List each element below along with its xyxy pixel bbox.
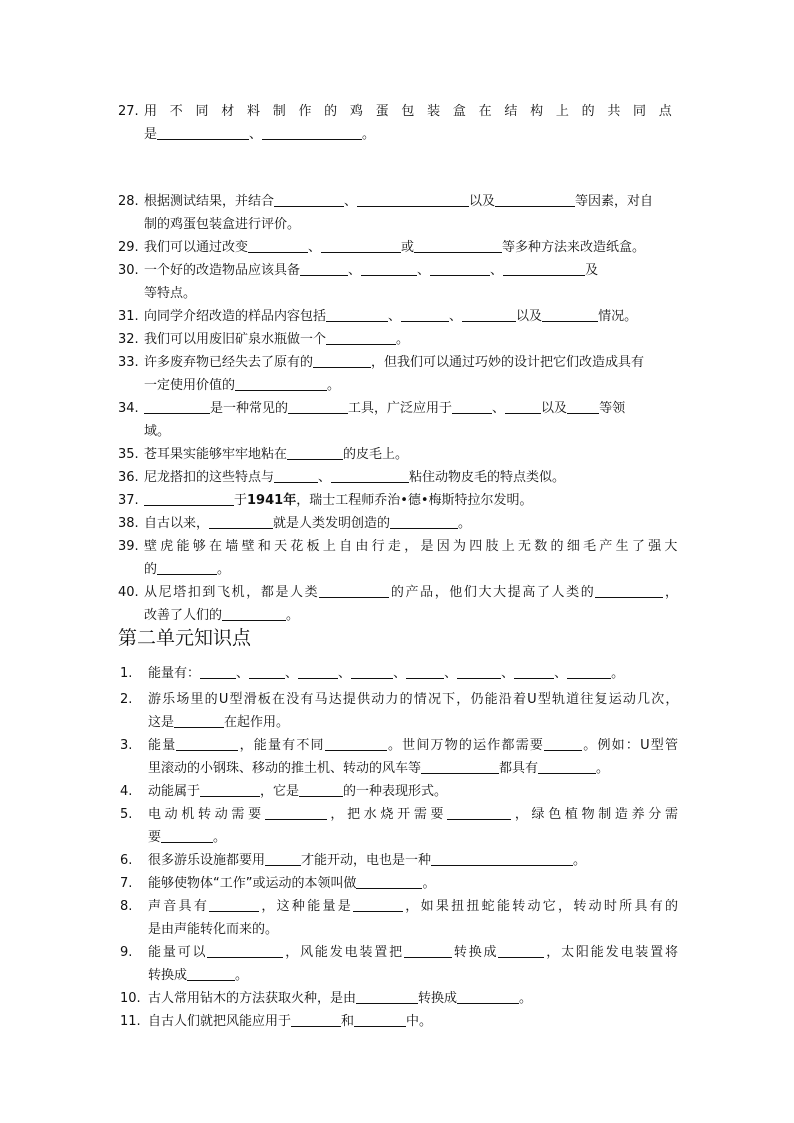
question-number: 11. [120,1014,141,1029]
text-segment: 以及 [541,401,568,416]
question-line [144,305,678,328]
question-number: 27. [118,104,139,119]
text-segment: 我们可以通过改变 [144,240,249,255]
fill-in-blank[interactable] [288,399,348,414]
text-segment: 、 [388,309,402,324]
question-number: 30. [118,263,139,278]
text-segment: 、 [344,194,358,209]
text-segment: ，绿色植物制造养分需 [511,807,678,822]
fill-in-blank[interactable] [356,874,422,889]
text-segment: 是由声能转化而来的。 [148,922,279,937]
question-number: 31. [118,309,139,324]
fill-in-blank[interactable] [326,330,396,345]
text-segment: 。 [286,608,300,623]
text-segment: 就是人类发明创造的 [273,516,391,531]
text-segment: 等领 [599,401,626,416]
text-segment: 于 [234,493,248,508]
question-text [148,662,678,685]
text-segment: 中。 [406,1014,433,1029]
text-segment: 向同学介绍改造的样品内容包括 [144,309,327,324]
question-number: 6. [120,853,133,868]
fill-in-blank[interactable] [326,307,388,322]
fill-in-blank[interactable] [187,966,235,981]
fill-in-blank[interactable] [354,1012,406,1027]
fill-in-blank[interactable] [567,399,599,414]
fill-in-blank[interactable] [144,491,234,506]
text-segment: 情况。 [598,309,638,324]
text-segment: 要 [148,830,162,845]
question-line [148,849,678,872]
fill-in-blank[interactable] [544,736,582,751]
question-number: 40. [118,585,139,600]
text-segment: 、 [554,666,568,681]
text-segment: 、 [393,666,407,681]
question-text [148,1010,678,1033]
question-number: 29. [118,240,139,255]
text-segment: 电动机转动需要 [148,807,265,822]
text-segment: 许多废弃物已经失去了原有的 [144,355,314,370]
text-segment: ， [663,585,678,600]
text-segment: 能量有： [148,666,201,681]
text-segment: 一个好的改造物品应该具备 [144,263,301,278]
question-text [144,466,678,489]
question-line [148,872,678,895]
question-number: 32. [118,332,139,347]
question-line [144,123,678,146]
text-segment: 。 [327,378,341,393]
question-line [148,987,678,1010]
text-segment: ，能量有不同 [238,738,325,753]
fill-in-blank[interactable] [262,125,362,140]
text-segment: ，如果扭扭蛇能转动它，转动时所具有的 [403,899,678,914]
text-segment: 这是 [148,715,175,730]
question-text [144,489,678,512]
question-text [144,190,678,236]
question-line [144,351,678,374]
question-text [144,259,678,305]
text-segment: 是 [144,127,158,142]
text-segment: 里滚动的小钢珠、移动的推土机、转动的风车等 [148,761,422,776]
fill-in-blank[interactable] [209,897,259,912]
text-segment: 动能属于 [148,784,201,799]
fill-in-blank[interactable] [222,606,286,621]
fill-in-blank[interactable] [144,399,210,414]
question-line [144,100,678,123]
fill-in-blank[interactable] [298,664,338,679]
question-line [144,259,678,282]
fill-in-blank[interactable] [567,664,611,679]
fill-in-blank[interactable] [157,560,217,575]
question-line [148,803,678,826]
fill-in-blank[interactable] [498,943,544,958]
text-segment: 壁虎能够在墙壁和天花板上自由行走，是因为四肢上无数的细毛产生了强大 [144,539,678,554]
question-line [144,558,678,581]
question-line [148,711,678,734]
text-segment: 制的鸡蛋包装盒进行评价。 [144,217,301,232]
text-segment: 转换成 [148,968,188,983]
question-text [144,100,678,146]
question-number: 4. [120,784,133,799]
fill-in-blank[interactable] [200,664,236,679]
text-segment: 。 [596,761,610,776]
text-segment: 的 [144,562,158,577]
fill-in-blank[interactable] [313,353,371,368]
fill-in-blank[interactable] [401,307,449,322]
text-segment: ，太阳能发电装置将 [544,945,678,960]
text-segment: 的产品，他们大大提高了人类的 [389,585,596,600]
text-segment: 转换成 [452,945,499,960]
question-line [148,757,678,780]
fill-in-blank[interactable] [406,664,444,679]
question-line [144,190,678,213]
text-segment: 、 [338,666,352,681]
fill-in-blank[interactable] [452,399,492,414]
text-segment: ，这种能量是 [259,899,354,914]
fill-in-blank[interactable] [287,445,343,460]
fill-in-blank[interactable] [300,261,348,276]
text-segment: 能够使物体“工作”或运动的本领叫做 [148,876,357,891]
question-text [148,987,678,1010]
question-number: 37. [118,493,139,508]
question-line [144,581,678,604]
fill-in-blank[interactable] [462,307,516,322]
text-segment: 。 [235,968,249,983]
text-segment: 尼龙搭扣的这些特点与 [144,470,275,485]
text-segment: 等因素，对自 [575,194,654,209]
question-number: 8. [120,899,133,914]
fill-in-blank[interactable] [595,583,663,598]
question-text [148,803,678,849]
question-line [144,213,678,236]
fill-in-blank[interactable] [207,943,283,958]
question-number: 39. [118,539,139,554]
question-line [148,826,678,849]
question-line [144,512,678,535]
text-segment: 改善了人们的 [144,608,223,623]
question-number: 35. [118,447,139,462]
fill-in-blank[interactable] [431,851,573,866]
question-number: 9. [120,945,133,960]
question-text [144,512,678,535]
text-segment: 等多种方法来改造纸盒。 [502,240,646,255]
text-segment: 等特点。 [144,286,197,301]
question-number: 2. [120,692,133,707]
question-line [144,236,678,259]
question-number: 38. [118,516,139,531]
text-segment: 、 [285,666,299,681]
question-number: 33. [118,355,139,370]
fill-in-blank[interactable] [361,261,417,276]
question-number: 1. [120,666,133,681]
text-segment: 工具，广泛应用于 [348,401,453,416]
question-number: 10. [120,991,141,1006]
fill-in-blank[interactable] [265,851,301,866]
text-segment: 的一种表现形式。 [343,784,448,799]
question-line [144,443,678,466]
fill-in-blank[interactable] [514,664,554,679]
fill-in-blank[interactable] [248,238,308,253]
text-segment: 苍耳果实能够牢牢地粘在 [144,447,288,462]
question-text [148,688,678,734]
question-text [148,734,678,780]
question-line [148,780,678,803]
question-text [144,305,678,328]
fill-in-blank[interactable] [331,468,409,483]
question-text [144,236,678,259]
text-segment: 域。 [144,424,171,439]
text-segment: 1941年 [247,493,297,508]
fill-in-blank[interactable] [249,664,285,679]
question-text [148,941,678,987]
text-segment: 粘住动物皮毛的特点类似。 [409,470,566,485]
question-line [144,489,678,512]
text-segment: 、 [449,309,463,324]
text-segment: 以及 [469,194,496,209]
text-segment: 、 [236,666,250,681]
fill-in-blank[interactable] [421,759,499,774]
text-segment: 都具有 [499,761,539,776]
question-text [144,397,678,443]
fill-in-blank[interactable] [430,261,490,276]
question-text [144,351,678,397]
text-segment: 、 [492,401,506,416]
question-text [148,872,678,895]
question-line [144,328,678,351]
question-line [148,964,678,987]
text-segment: 。世间万物的运作都需要 [386,738,545,753]
fill-in-blank[interactable] [157,125,249,140]
question-line [148,918,678,941]
text-segment: 。 [611,666,625,681]
fill-in-blank[interactable] [457,989,519,1004]
fill-in-blank[interactable] [503,261,585,276]
text-segment: 。 [573,853,587,868]
text-segment: 一定使用价值的 [144,378,236,393]
question-number: 5. [120,807,133,822]
text-segment: 能量 [148,738,177,753]
fill-in-blank[interactable] [495,192,575,207]
fill-in-blank[interactable] [325,736,387,751]
question-line [148,734,678,757]
text-segment: 、 [249,127,263,142]
text-segment: 用不同材料制作的鸡蛋包装盒在结构上的共同点 [144,104,678,119]
fill-in-blank[interactable] [351,664,393,679]
fill-in-blank[interactable] [209,514,273,529]
text-segment: 。例如：U型管 [582,738,678,753]
text-segment: 以及 [516,309,543,324]
text-segment: 古人常用钻木的方法获取火种，是由 [148,991,357,1006]
text-segment: 根据测试结果，并结合 [144,194,275,209]
text-segment: 自古人们就把风能应用于 [148,1014,292,1029]
question-text [148,895,678,941]
question-line [148,662,678,685]
text-segment: 很多游乐设施都要用 [148,853,266,868]
text-segment: ，风能发电装置把 [283,945,404,960]
fill-in-blank[interactable] [200,782,260,797]
fill-in-blank[interactable] [538,759,596,774]
question-line [144,282,678,305]
text-segment: 及 [585,263,599,278]
question-number: 28. [118,194,139,209]
question-line [144,420,678,443]
question-number: 7. [120,876,133,891]
text-segment: 。 [213,830,227,845]
text-segment: 。 [458,516,472,531]
text-segment: 是一种常见的 [210,401,289,416]
section-title: 第二单元知识点 [118,627,252,649]
fill-in-blank[interactable] [505,399,541,414]
fill-in-blank[interactable] [274,192,344,207]
question-line [144,535,678,558]
fill-in-blank[interactable] [390,514,458,529]
question-line [148,895,678,918]
fill-in-blank[interactable] [265,805,327,820]
question-line [148,688,678,711]
fill-in-blank[interactable] [357,192,469,207]
text-segment: ，把水烧开需要 [326,807,448,822]
question-line [144,397,678,420]
question-text [144,535,678,581]
fill-in-blank[interactable] [291,1012,341,1027]
text-segment: 。 [362,127,376,142]
question-number: 36. [118,470,139,485]
question-number: 3. [120,738,133,753]
fill-in-blank[interactable] [404,943,452,958]
text-segment: 我们可以用废旧矿泉水瓶做一个 [144,332,327,347]
fill-in-blank[interactable] [447,805,511,820]
text-segment: 。 [519,991,533,1006]
text-segment: 、 [501,666,515,681]
fill-in-blank[interactable] [356,989,418,1004]
text-segment: 的皮毛上。 [343,447,409,462]
fill-in-blank[interactable] [321,238,401,253]
text-segment: 、 [308,240,322,255]
question-text [144,328,678,351]
text-segment: 声音具有 [148,899,210,914]
fill-in-blank[interactable] [235,376,327,391]
question-text [148,780,678,803]
question-number: 34. [118,401,139,416]
question-line [148,941,678,964]
text-segment: 、 [417,263,431,278]
text-segment: 自古以来， [144,516,210,531]
fill-in-blank[interactable] [457,664,501,679]
text-segment: 、 [490,263,504,278]
question-line [148,1010,678,1033]
text-segment: 从尼塔扣到飞机，都是人类 [144,585,320,600]
text-segment: 。 [217,562,231,577]
fill-in-blank[interactable] [274,468,318,483]
fill-in-blank[interactable] [176,736,238,751]
text-segment: ，它是 [260,784,300,799]
text-segment: 和 [341,1014,355,1029]
text-segment: ，瑞士工程师乔治•德•梅斯特拉尔发明。 [296,493,533,508]
text-segment: 、 [444,666,458,681]
text-segment: 。 [422,876,436,891]
fill-in-blank[interactable] [414,238,502,253]
text-segment: ，但我们可以通过巧妙的设计把它们改造成具有 [371,355,645,370]
question-text [148,849,678,872]
question-line [144,374,678,397]
fill-in-blank[interactable] [174,713,224,728]
text-segment: 在起作用。 [224,715,290,730]
text-segment: 能量可以 [148,945,208,960]
text-segment: 。 [396,332,410,347]
text-segment: 或 [401,240,415,255]
question-text [144,443,678,466]
question-text [144,581,678,627]
fill-in-blank[interactable] [161,828,213,843]
fill-in-blank[interactable] [542,307,598,322]
text-segment: 、 [348,263,362,278]
fill-in-blank[interactable] [353,897,403,912]
text-segment: 、 [318,470,332,485]
text-segment: 游乐场里的U型滑板在没有马达提供动力的情况下，仍能沿着U型轨道往复运动几次， [148,692,678,707]
text-segment: 转换成 [418,991,458,1006]
fill-in-blank[interactable] [299,782,343,797]
fill-in-blank[interactable] [319,583,389,598]
text-segment: 才能开动，电也是一种 [301,853,432,868]
question-line [144,466,678,489]
